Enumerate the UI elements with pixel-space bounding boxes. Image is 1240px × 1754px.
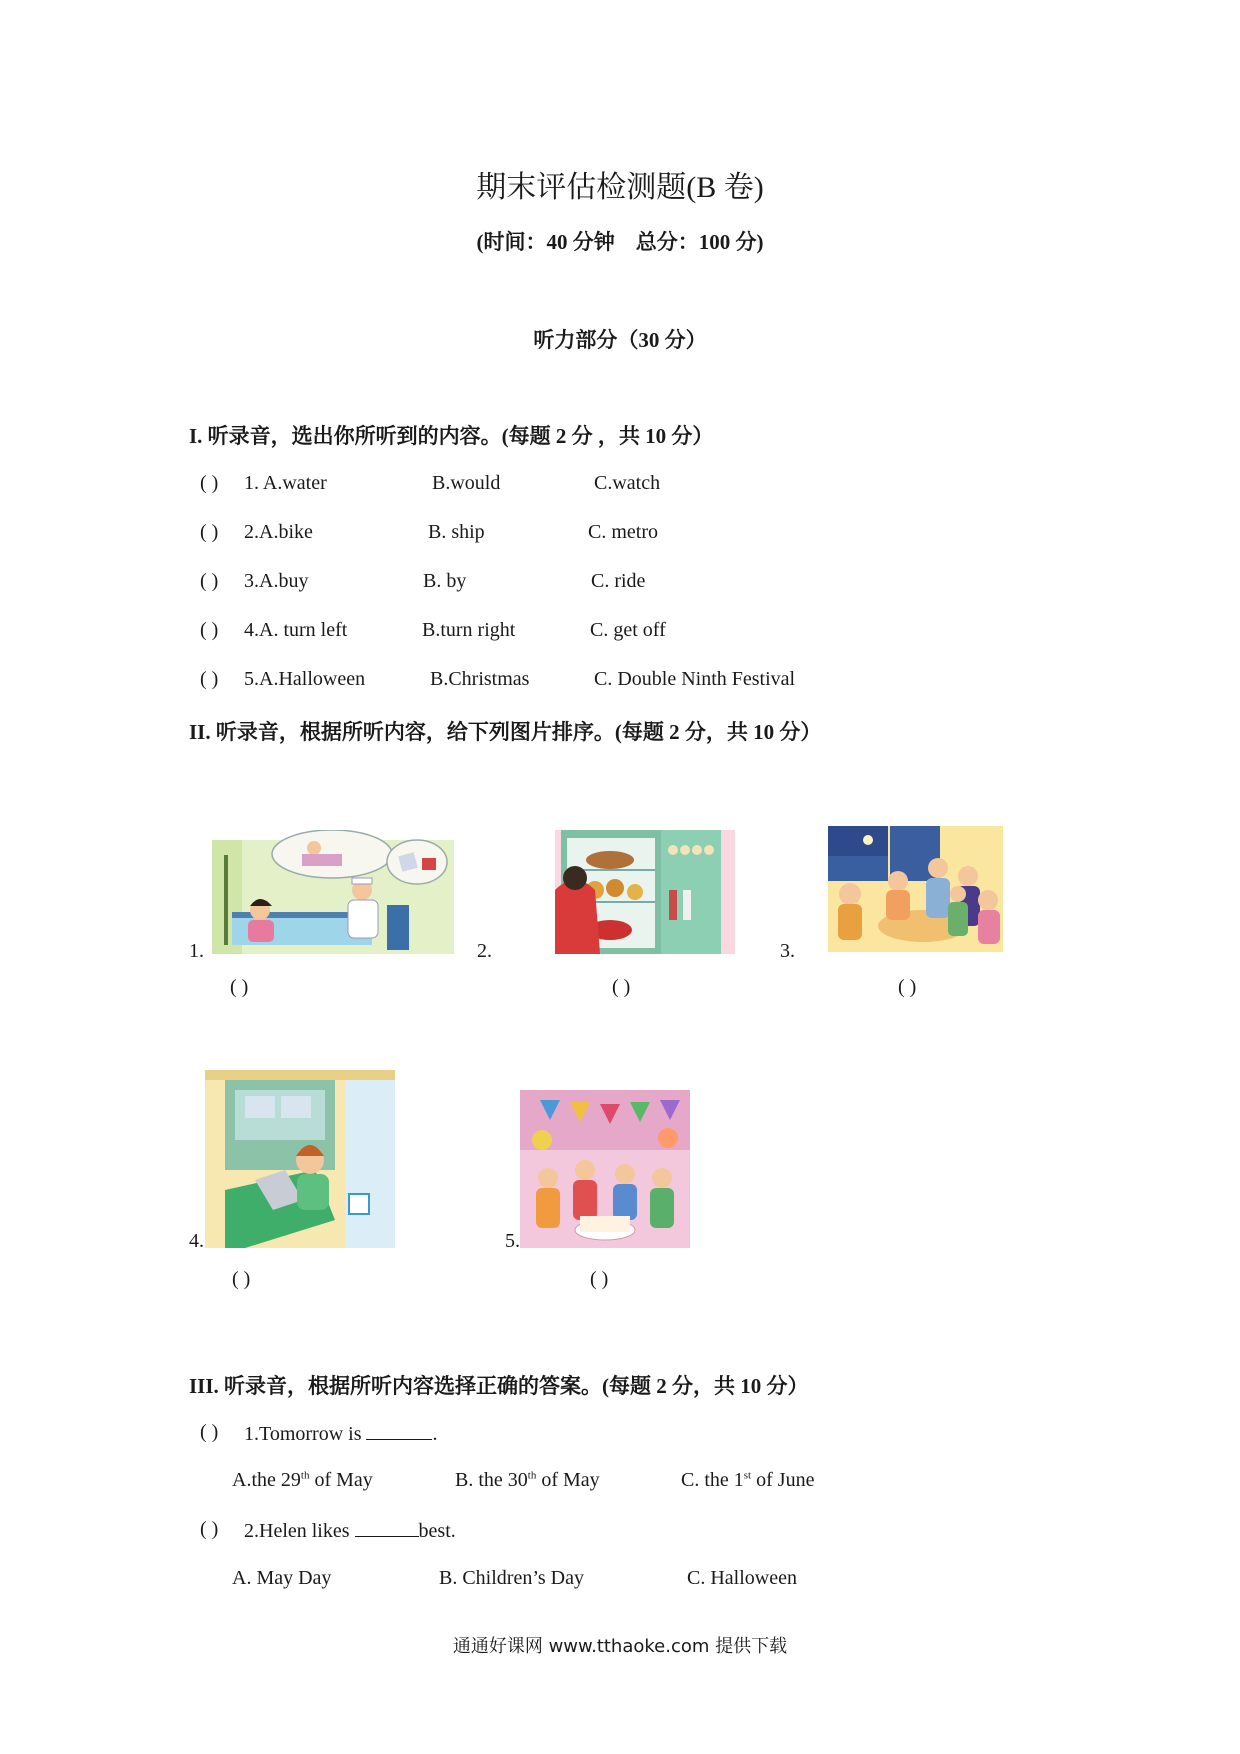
option-a: 4.A. turn left	[244, 619, 348, 641]
answer-paren[interactable]: ( )	[200, 619, 219, 641]
picture-number: 1.	[189, 940, 204, 962]
picture-family-dinner	[828, 826, 1003, 952]
answer-paren[interactable]: ( )	[898, 976, 917, 998]
answer-paren[interactable]: ( )	[232, 1268, 251, 1290]
answer-paren[interactable]: ( )	[230, 976, 249, 998]
picture-number: 4.	[189, 1230, 204, 1252]
option-b: B. the 30th of May	[455, 1469, 600, 1491]
answer-paren[interactable]: ( )	[200, 521, 219, 543]
answer-paren[interactable]: ( )	[200, 472, 219, 494]
option-b: B.would	[432, 472, 501, 494]
option-c: C. Double Ninth Festival	[594, 668, 796, 690]
option-a: 5.A.Halloween	[244, 668, 366, 690]
option-b: B.Christmas	[430, 668, 530, 690]
option-a: 3.A.buy	[244, 570, 309, 592]
footer-download-note: 通通好课网 www.tthaoke.com 提供下载	[452, 1636, 788, 1657]
option-c: C. get off	[590, 619, 666, 641]
part-heading: 听力部分（30 分）	[533, 328, 707, 352]
answer-paren[interactable]: ( )	[200, 1518, 219, 1540]
option-a: 2.A.bike	[244, 521, 313, 543]
stem-end: .	[432, 1423, 438, 1445]
answer-blank[interactable]	[366, 1421, 432, 1440]
section-3-heading: III. 听录音，根据所听内容选择正确的答案。(每题 2 分，共 10 分）	[189, 1374, 809, 1398]
section-2-heading: II. 听录音，根据所听内容，给下列图片排序。(每题 2 分，共 10 分）	[189, 720, 822, 744]
option-b: B. Children’s Day	[439, 1567, 584, 1589]
answer-paren[interactable]: ( )	[200, 668, 219, 690]
option-c: C. the 1st of June	[681, 1469, 815, 1491]
option-c: C. Halloween	[687, 1567, 797, 1589]
picture-number: 5.	[505, 1230, 520, 1252]
answer-paren[interactable]: ( )	[590, 1268, 609, 1290]
option-b: B. ship	[428, 521, 485, 543]
answer-blank[interactable]	[355, 1518, 419, 1537]
picture-refrigerator	[555, 830, 735, 954]
stem-text: 2.Helen likes	[244, 1520, 350, 1542]
option-a: 1. A.water	[244, 472, 327, 494]
answer-paren[interactable]: ( )	[200, 570, 219, 592]
option-c: C. ride	[591, 570, 646, 592]
exam-info: (时间：40 分钟 总分：100 分)	[476, 230, 764, 254]
option-a: A. May Day	[232, 1567, 332, 1589]
answer-paren[interactable]: ( )	[200, 1421, 219, 1443]
page-title: 期末评估检测题(B 卷)	[476, 171, 764, 204]
picture-number: 3.	[780, 940, 795, 962]
option-a: A.the 29th of May	[232, 1469, 373, 1491]
answer-paren[interactable]: ( )	[612, 976, 631, 998]
option-c: C. metro	[588, 521, 658, 543]
picture-party	[520, 1090, 690, 1248]
option-b: B. by	[423, 570, 467, 592]
picture-boy-at-computer	[205, 1070, 395, 1248]
stem-text: 1.Tomorrow is	[244, 1423, 362, 1445]
section-1-heading: I. 听录音，选出你所听到的内容。(每题 2 分 ，共 10 分）	[189, 424, 714, 448]
stem-end: best.	[418, 1520, 456, 1542]
picture-doctor-visit	[212, 830, 454, 954]
option-b: B.turn right	[422, 619, 516, 641]
option-c: C.watch	[594, 472, 661, 494]
picture-number: 2.	[477, 940, 492, 962]
